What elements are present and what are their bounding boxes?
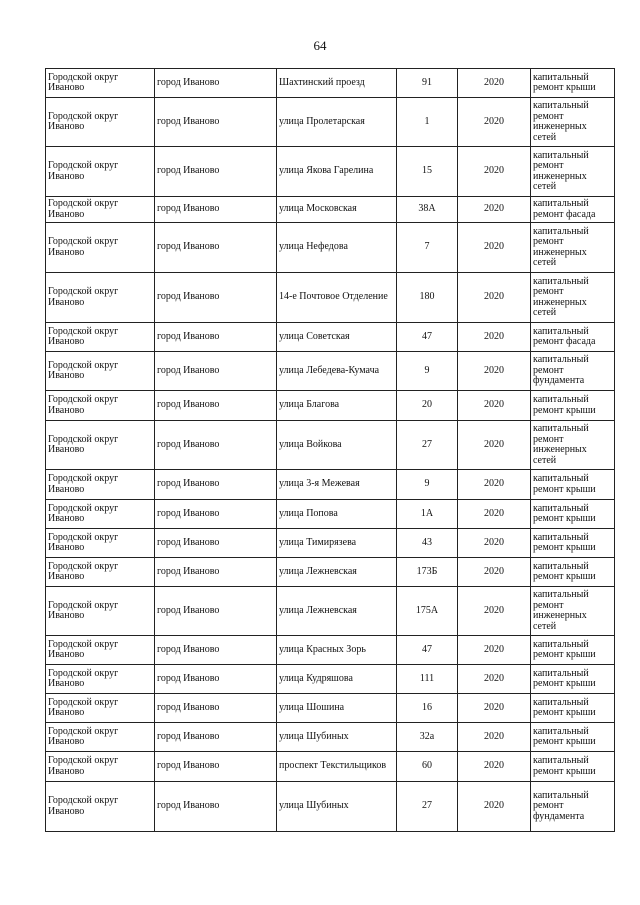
cell-work: капитальный ремонт фундамента <box>531 782 615 832</box>
page-number: 64 <box>313 38 327 53</box>
cell-work: капитальный ремонт инженерных сетей <box>531 273 615 323</box>
cell-work: капитальный ремонт фасада <box>531 323 615 352</box>
cell-work: капитальный ремонт крыши <box>531 470 615 500</box>
cell-street: улица Красных Зорь <box>277 636 397 665</box>
cell-work: капитальный ремонт крыши <box>531 69 615 98</box>
cell-street: улица Благова <box>277 391 397 421</box>
cell-year: 2020 <box>458 391 531 421</box>
cell-year: 2020 <box>458 529 531 558</box>
cell-street: улица Шубиных <box>277 723 397 752</box>
table-row <box>46 223 615 273</box>
table-row <box>46 391 615 421</box>
cell-work: капитальный ремонт крыши <box>531 636 615 665</box>
cell-city: город Иваново <box>155 723 277 752</box>
cell-house: 173Б <box>397 558 458 587</box>
cell-year: 2020 <box>458 694 531 723</box>
table-row <box>46 323 615 352</box>
cell-street: улица Лежневская <box>277 558 397 587</box>
cell-house: 175А <box>397 587 458 636</box>
table-row <box>46 665 615 694</box>
cell-district: Городской округ Иваново <box>46 69 155 98</box>
cell-street: улица Кудряшова <box>277 665 397 694</box>
table-row <box>46 421 615 470</box>
cell-street: 14-е Почтовое Отделение <box>277 273 397 323</box>
table-row <box>46 500 615 529</box>
cell-district: Городской округ Иваново <box>46 352 155 391</box>
cell-work: капитальный ремонт крыши <box>531 694 615 723</box>
cell-year: 2020 <box>458 147 531 197</box>
cell-district: Городской округ Иваново <box>46 752 155 782</box>
repair-schedule-table <box>45 68 615 832</box>
table-row <box>46 752 615 782</box>
cell-work: капитальный ремонт инженерных сетей <box>531 421 615 470</box>
cell-district: Городской округ Иваново <box>46 391 155 421</box>
cell-work: капитальный ремонт крыши <box>531 529 615 558</box>
cell-district: Городской округ Иваново <box>46 470 155 500</box>
cell-city: город Иваново <box>155 147 277 197</box>
cell-year: 2020 <box>458 352 531 391</box>
table-row <box>46 147 615 197</box>
cell-street: улица Шубиных <box>277 782 397 832</box>
cell-district: Городской округ Иваново <box>46 694 155 723</box>
cell-district: Городской округ Иваново <box>46 273 155 323</box>
cell-house: 38А <box>397 197 458 223</box>
cell-district: Городской округ Иваново <box>46 421 155 470</box>
table-row <box>46 636 615 665</box>
cell-house: 27 <box>397 782 458 832</box>
cell-house: 43 <box>397 529 458 558</box>
cell-work: капитальный ремонт фундамента <box>531 352 615 391</box>
table-row <box>46 352 615 391</box>
cell-city: город Иваново <box>155 197 277 223</box>
cell-street: улица Попова <box>277 500 397 529</box>
table-body <box>46 69 615 832</box>
cell-house: 9 <box>397 352 458 391</box>
cell-house: 1А <box>397 500 458 529</box>
cell-district: Городской округ Иваново <box>46 665 155 694</box>
cell-year: 2020 <box>458 752 531 782</box>
cell-work: капитальный ремонт крыши <box>531 558 615 587</box>
cell-district: Городской округ Иваново <box>46 147 155 197</box>
cell-house: 1 <box>397 98 458 147</box>
cell-city: город Иваново <box>155 98 277 147</box>
cell-year: 2020 <box>458 636 531 665</box>
cell-district: Городской округ Иваново <box>46 98 155 147</box>
table-row <box>46 723 615 752</box>
cell-street: улица Московская <box>277 197 397 223</box>
cell-city: город Иваново <box>155 323 277 352</box>
cell-city: город Иваново <box>155 587 277 636</box>
cell-house: 9 <box>397 470 458 500</box>
cell-city: город Иваново <box>155 69 277 98</box>
cell-city: город Иваново <box>155 223 277 273</box>
cell-street: Шахтинский проезд <box>277 69 397 98</box>
cell-city: город Иваново <box>155 529 277 558</box>
cell-house: 47 <box>397 323 458 352</box>
table-row <box>46 694 615 723</box>
cell-work: капитальный ремонт крыши <box>531 752 615 782</box>
cell-district: Городской округ Иваново <box>46 782 155 832</box>
cell-district: Городской округ Иваново <box>46 529 155 558</box>
table-row <box>46 273 615 323</box>
cell-district: Городской округ Иваново <box>46 323 155 352</box>
cell-street: улица Советская <box>277 323 397 352</box>
cell-house: 60 <box>397 752 458 782</box>
cell-work: капитальный ремонт крыши <box>531 723 615 752</box>
cell-year: 2020 <box>458 723 531 752</box>
table-row <box>46 98 615 147</box>
cell-work: капитальный ремонт инженерных сетей <box>531 587 615 636</box>
cell-district: Городской округ Иваново <box>46 558 155 587</box>
cell-city: город Иваново <box>155 470 277 500</box>
table-row <box>46 587 615 636</box>
cell-city: город Иваново <box>155 421 277 470</box>
cell-district: Городской округ Иваново <box>46 223 155 273</box>
cell-house: 7 <box>397 223 458 273</box>
cell-work: капитальный ремонт инженерных сетей <box>531 98 615 147</box>
cell-city: город Иваново <box>155 694 277 723</box>
cell-house: 111 <box>397 665 458 694</box>
cell-house: 15 <box>397 147 458 197</box>
cell-year: 2020 <box>458 665 531 694</box>
cell-city: город Иваново <box>155 636 277 665</box>
cell-street: улица Якова Гарелина <box>277 147 397 197</box>
cell-city: город Иваново <box>155 752 277 782</box>
cell-house: 180 <box>397 273 458 323</box>
cell-street: улица Войкова <box>277 421 397 470</box>
cell-street: проспект Текстильщиков <box>277 752 397 782</box>
table-row <box>46 529 615 558</box>
cell-district: Городской округ Иваново <box>46 636 155 665</box>
cell-street: улица Лежневская <box>277 587 397 636</box>
cell-street: улица Тимирязева <box>277 529 397 558</box>
cell-street: улица Пролетарская <box>277 98 397 147</box>
cell-year: 2020 <box>458 421 531 470</box>
cell-work: капитальный ремонт инженерных сетей <box>531 147 615 197</box>
cell-year: 2020 <box>458 782 531 832</box>
cell-year: 2020 <box>458 500 531 529</box>
cell-work: капитальный ремонт крыши <box>531 665 615 694</box>
cell-year: 2020 <box>458 323 531 352</box>
cell-city: город Иваново <box>155 352 277 391</box>
table-row <box>46 197 615 223</box>
cell-house: 91 <box>397 69 458 98</box>
cell-house: 20 <box>397 391 458 421</box>
cell-district: Городской округ Иваново <box>46 723 155 752</box>
cell-street: улица Шошина <box>277 694 397 723</box>
cell-city: город Иваново <box>155 500 277 529</box>
cell-house: 27 <box>397 421 458 470</box>
cell-house: 16 <box>397 694 458 723</box>
cell-city: город Иваново <box>155 558 277 587</box>
cell-year: 2020 <box>458 587 531 636</box>
cell-year: 2020 <box>458 273 531 323</box>
table-row <box>46 470 615 500</box>
table-row <box>46 69 615 98</box>
cell-city: город Иваново <box>155 273 277 323</box>
cell-city: город Иваново <box>155 665 277 694</box>
cell-district: Городской округ Иваново <box>46 587 155 636</box>
cell-street: улица 3-я Межевая <box>277 470 397 500</box>
cell-house: 47 <box>397 636 458 665</box>
cell-year: 2020 <box>458 223 531 273</box>
table-row <box>46 558 615 587</box>
cell-district: Городской округ Иваново <box>46 197 155 223</box>
table-row <box>46 782 615 832</box>
cell-work: капитальный ремонт крыши <box>531 500 615 529</box>
cell-year: 2020 <box>458 470 531 500</box>
cell-street: улица Нефедова <box>277 223 397 273</box>
cell-work: капитальный ремонт крыши <box>531 391 615 421</box>
cell-work: капитальный ремонт инженерных сетей <box>531 223 615 273</box>
cell-city: город Иваново <box>155 782 277 832</box>
cell-work: капитальный ремонт фасада <box>531 197 615 223</box>
cell-year: 2020 <box>458 69 531 98</box>
cell-year: 2020 <box>458 197 531 223</box>
cell-district: Городской округ Иваново <box>46 500 155 529</box>
cell-year: 2020 <box>458 558 531 587</box>
cell-street: улица Лебедева-Кумача <box>277 352 397 391</box>
cell-house: 32а <box>397 723 458 752</box>
cell-year: 2020 <box>458 98 531 147</box>
cell-city: город Иваново <box>155 391 277 421</box>
